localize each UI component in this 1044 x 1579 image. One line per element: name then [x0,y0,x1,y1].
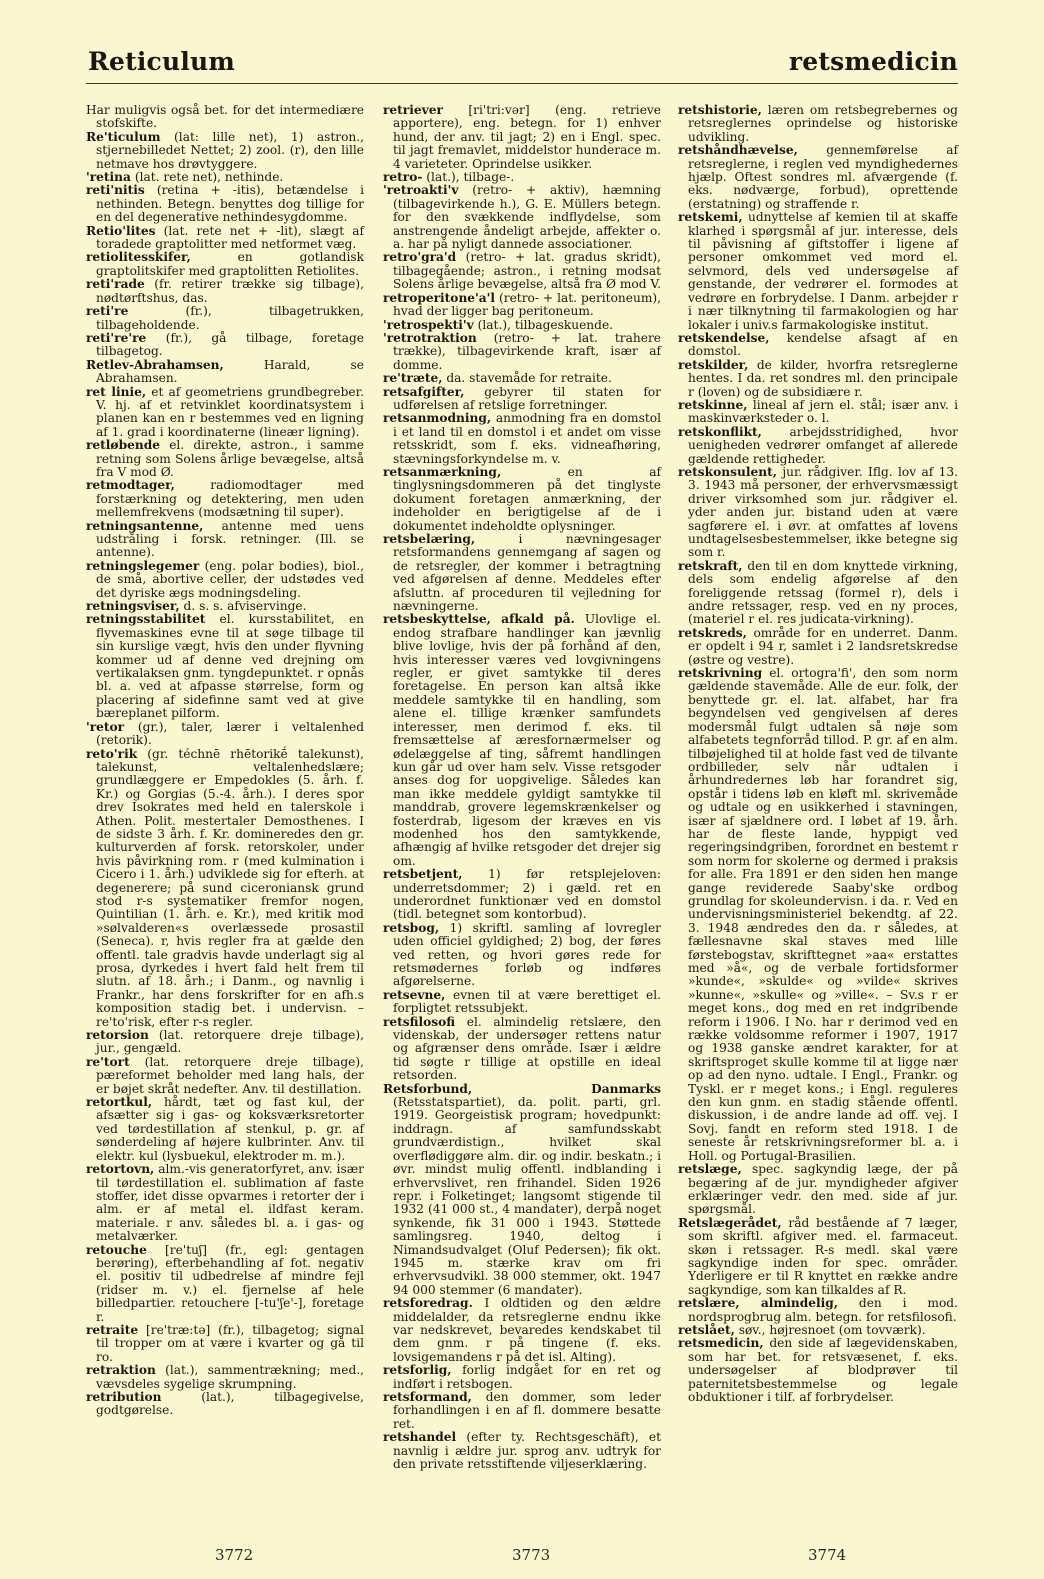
entry-definition: i nævningesager retsformandens gennemgang af sagen og de retsregler, der kommer i betragtning ved afgørelsen af denne. Meddeles efter afsluttn. af proceduren til vejledning for nævningerne. [393,532,662,614]
dictionary-entry [678,1297,958,1324]
entry-headword: reti're're [86,330,147,345]
dictionary-entry [86,1364,364,1391]
dictionary-entry [383,251,661,291]
dictionary-entry [678,667,958,1163]
dictionary-entry [86,1244,364,1324]
dictionary-entry [678,1163,958,1217]
entry-definition: (lat. retorquere dreje tilbage), jur., gengæld. [96,1028,364,1056]
entry-definition: den dommer, som leder forhandlingen i en af fl. dommere besatte ret. [393,1390,661,1431]
entry-headword: retsbeskyttelse, afkald på. [383,612,575,627]
entry-headword: retsevne, [383,987,446,1002]
entry-definition: (eng. polar bodies), biol., de små, abortive celler, der udstødes ved det dyriske ægs modningsdeling. [96,558,364,600]
entry-definition: da. stavemåde for retraite. [446,371,612,386]
entry-definition: gebyrer til staten for udførelsen af retslige forretninger. [393,384,661,412]
dictionary-entry [383,171,661,184]
dictionary-entry [383,104,661,171]
entry-definition: (lat.), sammentrækning; med., vævsdeles sygelige skrumpning. [96,1363,365,1391]
entry-definition: (lat: lille net), 1) astron., stjernebilledet Nettet; 2) zool. (r), den lille netmave hos drøvtyggere. [96,129,365,171]
entry-headword: 'retroakti'v [383,183,459,198]
entry-headword: reto'rik [86,746,138,761]
entry-definition: råd bestående af 7 læger, som skriftl. afgiver med. el. farmaceut. skøn i retssager. R-s medl. skal være sagkyndige inden for spec. områder. Yderligere er til R knyttet en række andre sagkyndige, som kan tilkaldes af R. [688,1215,958,1297]
column-3 [678,104,958,1404]
dictionary-entry [86,171,364,184]
entry-definition: den i mod. nordsprogbrug alm. betegn. for retsfilosofi. [688,1296,958,1324]
entry-headword: Retsforbund, Danmarks [383,1081,661,1096]
dictionary-entry [383,533,661,613]
entry-headword: retskilder, [678,357,749,372]
entry-definition: (gr. téchnē rhētorikḗ talekunst), talekunst, veltalenhedslære; grundlæggere er Empedokles (5. årh. f. Kr.) og Gorgias (5.-4. årh.). I deres spor drev Isokrates med held en talerskole i Athen. Polit. mestertaler Demosthenes. I de sidste 3 årh. f. Kr. domineredes den gr. kulturverden af forsk. retorskoler, under hvis påvirkning rom. r (med kulmination i Cicero i 1. årh.) udviklede sig for efterh. at degenerere; på sund ciceroniansk grund stod r-s systematiker fremfor nogen, Quintilian (1. årh. e. Kr.), med kritik mod »sølvalderen«s overlæssede prosastil (Seneca). r, hvis regler fra at gælde den offentl. tale gradvis havde underlagt sig al prosa, dyrkedes i hvert fald helt frem til slutn. af 18. årh.; i Danm., og navnlig i Frankr., har dens forskrifter for en afh.s komposition stadig bet. i undervisn. – re'to'risk, efter r-s regler. [96,746,365,1029]
dictionary-entry [86,1163,364,1243]
entry-headword: retningslegemer [86,558,200,573]
entry-headword: retiolitesskifer, [86,250,191,265]
dictionary-entry [86,1056,364,1096]
page-number-right: 3774 [808,1546,847,1564]
entry-headword: retorsion [86,1028,149,1043]
dictionary-entry [86,104,364,131]
entry-headword: retsformand, [383,1390,472,1404]
dictionary-entry [86,1324,364,1364]
entry-definition: (retro- + lat. peritoneum), hvad der ligger bag peritoneum. [393,290,662,319]
dictionary-entry [86,1029,364,1056]
entry-headword: Retlev-Abrahamsen, [86,357,224,372]
entry-headword: retslået, [678,1322,735,1337]
dictionary-entry [86,131,364,171]
entry-definition: 1) skriftl. samling af lovregler uden officiel gyldighed; 2) bog, der føres ved retten, og hvori gøres rede for retsmødernes forløb og indføres afgørelserne. [393,920,661,989]
entry-headword: Re'ticulum [86,129,161,144]
dictionary-entry [678,211,958,332]
dictionary-entry [86,251,364,278]
dictionary-entry [86,359,364,386]
dictionary-entry [383,319,661,332]
dictionary-entry [86,332,364,359]
entry-definition: 1) før retsplejeloven: underretsdommer; 2) i gæld. ret en underordnet funktionær ved en domstol (tidl. betegnet som kontorbud). [393,867,661,922]
entry-definition: Ulovlige el. endog strafbare handlinger kan jævnlig blive lovlige, hvis der på forhånd af den, hvis interesser væres ved lovgivningens regler, er givet samtykke til deres foretagelse. En person kan altså ikke meddele samtykke til en handling, som alene el. tillige krænker samfundets interesser, men derimod f. eks. til fremsættelse af æresfornærmelser og ødelæggelse af ting, såfremt handlingen kun går ud over ham selv. Visse retsgoder anses dog for uopgivelige. Således kan man ikke meddele gyldigt samtykke til manddrab, grovere legemskrænkelser og fosterdrab, ligesom der kræves en vis modenhed hos den samtykkende, afhængig af hvilke retsgoder det drejer sig om. [393,612,661,868]
dictionary-entry [86,600,364,613]
entry-definition: anmodning fra en domstol i et land til en domstol i et andet om visse retsskridt, som f. eks. vidneafhøring, stævningsforkyndelse m. v. [393,411,661,466]
entry-headword: retningsantenne, [86,518,204,533]
dictionary-entry [383,412,661,466]
dictionary-entry [383,1431,661,1471]
entry-definition: gennemførelse af retsreglerne, i reglen ved myndighedernes hjælp. Oftest sondres ml. afværgende (f. eks. nødværge, forbud), oprettende (erstatning) og straffende r. [688,143,958,211]
entry-headword: re'tort [86,1054,130,1069]
entry-definition: Harald, se Abrahamsen. [96,357,364,386]
dictionary-entry [383,868,661,922]
dictionary-entry [678,332,958,359]
dictionary-entry [86,520,364,560]
entry-definition: (lat. retorquere dreje tilbage), pæreformet beholder med lang hals, der er bøjet skråt nedefter. Anv. til destillation. [96,1054,364,1096]
entry-definition: (retro- + lat. trahere trække), tilbagevirkende kraft, især af domme. [393,330,661,372]
entry-headword: retsanmærkning, [383,464,502,479]
dictionary-entry [86,184,364,224]
page-number-middle: 3773 [512,1546,551,1564]
entry-headword: retslære, almindelig, [678,1296,839,1311]
dictionary-entry [383,922,661,989]
entry-definition: udnyttelse af kemien til at skaffe klarhed i spørgsmål af jur. interesse, dels til påvisning af giftstoffer i ligene af personer omkommet ved mord el. selvmord, dels ved undersøgelse af genstande, der vedrører el. formodes at vedrøre en forbrydelse. I Danm. arbejder r i nær tilknytning til farmakologien og har lokaler i univ.s farmakologiske institut. [688,210,959,332]
entry-headword: retskrivning [678,666,763,681]
column-1 [86,104,364,1418]
entry-headword: retsfilosofi [383,1014,456,1029]
entry-definition: (retro- + lat. gradus skridt), tilbagegående; astron., i retning modsat Solens årlige bevægelse, altså fra Ø mod V. [393,250,662,292]
entry-headword: retraite [86,1322,139,1337]
entry-headword: retraktion [86,1363,156,1378]
dictionary-entry [678,1217,958,1297]
entry-headword: retskraft, [678,558,743,573]
entry-headword: retskonsulent, [678,464,777,479]
dictionary-entry [678,560,958,627]
entry-definition: (fr. retirer trække sig tilbage), nødtørftshus, das. [96,277,365,305]
entry-headword: 'retrotraktion [383,330,477,345]
dictionary-entry [678,1337,958,1404]
entry-headword: retmodtager, [86,478,175,493]
entry-definition: antenne med uens udstråling i forsk. retninger. (Ill. se antenne). [96,518,365,560]
entry-headword: retsforedrag. [383,1296,473,1311]
dictionary-entry [678,426,958,466]
dictionary-entry [678,1324,958,1337]
entry-definition: de kilder, hvorfra retsreglerne hentes. I da. ret sondres ml. den principale r (loven) og de subsidiære r. [688,357,958,399]
entry-definition: en af tinglysningsdommeren på det tinglyste dokument foretagen anmærkning, der indeholder en berigtigelse af de i dokumentet indeholdte oplysninger. [393,464,661,533]
entry-definition: (Retsstatspartiet), da. polit. parti, grl. 1919. Georgeistisk program; hovedpunkt: inddragn. af samfundsskabt grundværdistign., hvilket skal overflødiggøre alm. dir. og indir. beskatn.; i øvr. mindst mulig offentl. indblanding i erhvervslivet, ren frihandel. Siden 1926 repr. i Folketinget; langsomt stigende til 1932 (41 000 st., 4 mandater), derpå noget synkende, fik 31 000 i 1943. Støttede samlingsreg. 1940, deltog i Nimandsudvalget (Oluf Pedersen); fik okt. 1945 m. stærke krav om fri erhvervsudvikl. 38 000 stemmer, okt. 1947 94 000 stemmer (6 mandater). [393,1095,661,1297]
entry-headword: reti'rade [86,277,145,292]
dictionary-entry [86,1391,364,1418]
dictionary-entry [383,1083,661,1298]
entry-headword: retsbelæring, [383,532,476,546]
dictionary-entry [383,184,661,251]
entry-definition: (lat.), tilbageskuende. [477,317,614,332]
entry-headword: reti're [86,304,129,319]
entry-headword: retsforlig, [383,1363,452,1378]
entry-definition: hårdt, tæt og fast kul, der afsætter sig i gas- og koksværksretorter ved tørdestillation af stenkul, p. gr. af sønderdeling af højere kulbrinter. Anv. til elektr. kul (lysbuekul, elektroder m. m.). [96,1095,364,1163]
entry-headword: retshistorie, [678,103,762,117]
entry-definition: (fr.), tilbagetrukken, tilbageholdende. [96,304,364,332]
dictionary-entry [86,386,364,440]
entry-headword: retskemi, [678,210,743,225]
entry-definition: (lat.), tilbagegivelse, godtgørelse. [96,1390,364,1418]
entry-headword: retskinne, [678,397,748,412]
dictionary-entry [383,332,661,372]
dictionary-entry [383,1391,661,1431]
page-number-left: 3772 [215,1546,254,1564]
entry-definition: el. kursstabilitet, en flyvemaskines evne til at søge tilbage til sin kurslige vægt, hvis den under flyvning kommer ud af denne ved drejning om vertikalaksen gnm. tyngdepunktet. r opnås bl. a. ved at afpasse størrelse, form og placering af sidefinne samt ved at give bæreplanet pilform. [96,612,365,721]
entry-headword: retskonflikt, [678,424,762,439]
entry-headword: retro- [383,170,423,185]
dictionary-entry [383,1297,661,1364]
entry-headword: reti'nitis [86,183,145,198]
dictionary-entry [678,466,958,560]
entry-definition: område for en underret. Danm. er opdelt i 94 r, samlet i 2 landsretskredse (østre og vestre). [688,625,959,667]
entry-definition: el. ortogra'fi', den som norm gældende stavemåde. Alle de eur. folk, der benyttede gr. el. lat. alfabet, har fra begyndelsen ved gengivelsen af deres modersmål fulgt udtalen så nøje som alfabetets tegnforråd tillod. P. gr. af en alm. tilbøjelighed til at holde fast ved de tilvante ordbilleder, selv når udtalen i århundredernes løb har forandret sig, opstår i tidens løb en kløft ml. skrivemåde og udtale og en usikkerhed i stavningen, især af sjældnere ord. I løbet af 19. årh. har de fleste lande, hyppigt ved regeringsindgriben, forordnet en bestemt r som norm for skolerne og dermed i praksis for alle. Fra 1891 er den siden hen mange gange reviderede Saaby'ske ordbog grundlag for skoleundervisn. i da. r. Ved en undervisningsministeriel bekendtg. af 22. 3. 1948 ændredes den da. r således, at fællesnavne skal staves med lille førstebogstav, skrifttegnet »aa« erstattes med »å«, og de verbale fortidsformer »kunde«, »skulde« og »vilde« skrives »kunne«, »skulle« og »ville«. – Sv.s r er meget kons., dog med en ret indgribende reform i 1906. I No. har r derimod ved en række voldsomme reformer i 1907, 1917 og 1938 ganske ændret karakter, for at skriftsproget skulle komme til at ligge nær op ad den nyno. udtale. I Engl., Frankr. og Tyskl. er r meget kons.; i Engl. reguleres den kun gnm. en stadig stående offentl. diskussion, i de andre lande ad off. vej. I Sovj. fandt en reform sted 1918. I de seneste år retskrivningsreformer bl. a. i Holl. og Portugal-Brasilien. [688,666,959,1163]
entry-definition: (lat. rete net + -lit), slægt af toradede graptolitter med netformet væg. [96,223,365,252]
dictionary-entry [86,1096,364,1163]
dictionary-entry [678,104,958,144]
dictionary-entry [86,479,364,519]
dictionary-entry [86,721,364,748]
entry-definition: arbejdsstridighed, hvor uenigheden vedrører omfanget af allerede gældende rettigheder. [688,424,958,466]
entry-definition: et af geometriens grundbegreber. V. hj. af et retvinklet koordinatsystem i planen kan en r bestemmes ved en ligning af 1. grad i koordinaterne (lineær ligning). [96,384,364,439]
entry-headword: retsanmodning, [383,411,492,426]
entry-definition: (retina + -itis), betændelse i nethinden. Betegn. benyttes dog tillige for en del degenerative nethindesygdomme. [96,183,365,225]
entry-definition: radiomodtager med forstærkning og detektering, men uden mellemfrekvens (modsætning til super). [96,478,364,520]
entry-definition: forlig indgået for en ret og indført i retsbogen. [393,1363,662,1391]
entry-headword: 'retina [86,170,131,185]
entry-headword: retslæge, [678,1162,742,1177]
dictionary-entry [383,372,661,385]
entry-definition: evnen til at være berettiget el. forpligtet retssubjekt. [393,987,661,1016]
entry-headword: retshandel [383,1430,457,1445]
entry-definition: el. direkte, astron., i samme retning som Solens årlige bevægelse, altså fra V mod Ø. [96,438,364,479]
entry-definition: (efter ty. Rechtsgeschäft), et navnlig i ældre jur. sprog anv. udtryk for den private retsstiftende viljeserklæring. [393,1430,662,1472]
entry-headword: retro'gra'd [383,250,457,265]
entry-headword: retningsstabilitet [86,612,206,627]
entry-headword: 'retrospekti'v [383,317,474,332]
entry-definition: den side af lægevidenskaben, som har bet. for retsvæsenet, f. eks. undersøgelser af blodprøver til paternitetsbestemmelse og legale obduktioner i tilf. af forbrydelser. [688,1336,959,1404]
entry-definition: søv., højresnoet (om tovværk). [738,1322,926,1337]
entry-definition: (retro- + aktiv), hæmning (tilbagevirkende h.), G. E. Müllers betegn. for den svækkende indflydelse, som anstrengende åndeligt arbejde, affekter o. a. har på nyligt dannede associationer. [393,183,662,252]
entry-definition: en gotlandisk graptolitskifer med graptolitten Retiolites. [96,250,365,278]
left-running-headword: Reticulum [88,47,236,76]
entry-definition: lineal af jern el. stål; især anv. i maskinværksteder o. l. [688,397,959,426]
entry-headword: re'træte, [383,371,443,386]
entry-headword: retløbende [86,438,160,453]
entry-definition: [ri'tri:vər] (eng. retrieve apportere), eng. betegn. for 1) enhver hund, der anv. til jagt; 2) en i Engl. spec. til jagt fremavlet, middelstor hunderace m. 4 varieteter. Oprindelse usikker. [393,103,662,171]
entry-definition: kendelse afsagt af en domstol. [688,330,958,359]
entry-definition: el. almindelig retslære, den videnskab, der undersøger rettens natur og afgrænser dens område. Især i ældre tid søgte r tillige at opstille en ideal retsorden. [393,1014,661,1083]
entry-headword: retortkul, [86,1095,153,1110]
entry-definition: [re'tuʃ] (fr., egl: gentagen berøring), efterbehandling af fot. negativ el. positiv til udbedrelse af mindre fejl (ridser m. v.) el. fjernelse af hele billedpartier. retouchere [-tu'ʃe'-], foretage r. [96,1242,365,1324]
entry-headword: retroperitone'a'l [383,290,496,305]
dictionary-entry [86,439,364,479]
entry-headword: Retio'lites [86,223,156,238]
dictionary-entry [383,613,661,868]
entry-definition: Har muligvis også bet. for det intermediære stofskifte. [86,103,364,131]
entry-headword: retortovn, [86,1162,155,1177]
entry-headword: Retslægerådet, [678,1215,782,1230]
entry-headword: ret linie, [86,384,147,399]
entry-definition: (gr.), taler, lærer i veltalenhed (retorik). [96,719,365,748]
entry-headword: retouche [86,1242,147,1257]
entry-definition: (lat.), tilbage-. [426,170,515,185]
entry-headword: retsafgifter, [383,384,465,399]
entry-headword: retriever [383,103,443,117]
dictionary-entry [383,1016,661,1083]
entry-definition: den til en dom knyttede virkning, dels som endelig afgørelse af den foreliggende retssag (formel r), dels i andre retssager, resp. ved en ny proces, (materiel r el. res judicata-virkning). [688,558,959,627]
entry-headword: retskendelse, [678,330,770,345]
entry-definition: (fr.), gå tilbage, foretage tilbagetog. [96,330,364,359]
entry-headword: retshåndhævelse, [678,143,798,158]
dictionary-entry [86,560,364,600]
entry-headword: retsmedicin, [678,1336,764,1351]
dictionary-entry [678,359,958,399]
entry-headword: retskreds, [678,625,747,640]
dictionary-entry [86,278,364,305]
dictionary-entry [678,399,958,426]
right-running-headword: retsmedicin [788,47,958,76]
entry-definition: (lat. rete net), nethinde. [134,170,284,185]
entry-headword: retsbog, [383,920,440,935]
dictionary-entry [86,613,364,720]
dictionary-entry [678,144,958,211]
dictionary-entry [86,748,364,1030]
entry-definition: alm.-vis generatorfyret, anv. især til tørdestillation el. sublimation af faste stoffer, idet disse opvarmes i retorter der i alm. er af metal el. ildfast keram. materiale. r anv. således bl. a. i gas- og metalværker. [96,1162,365,1244]
dictionary-entry [383,386,661,413]
column-2 [383,104,661,1471]
entry-definition: I oldtiden og den ældre middelalder, da retsreglerne endnu ikke var nedskrevet, bevaredes kendskabet til dem gnm. r på tingene (f. eks. lovsigemandens r på det isl. Alting). [393,1296,662,1364]
dictionary-entry [383,466,661,533]
dictionary-entry [678,627,958,667]
dictionary-entry [383,1364,661,1391]
entry-headword: 'retor [86,719,125,734]
header-rule [86,83,958,84]
entry-definition: d. s. s. afviservinge. [183,599,307,614]
entry-headword: retribution [86,1390,162,1404]
dictionary-entry [86,225,364,252]
entry-headword: retsbetjent, [383,867,463,882]
entry-definition: [re'træ:tə] (fr.), tilbagetog; signal til tropper om at være i kvarter og gå til ro. [96,1322,364,1364]
dictionary-entry [86,305,364,332]
dictionary-entry [383,989,661,1016]
entry-headword: retningsviser, [86,599,180,614]
dictionary-entry [383,292,661,319]
entry-definition: spec. sagkyndig læge, der på begæring af de jur. myndigheder afgiver erklæringer vedr. den med. side af jur. spørgsmål. [688,1162,958,1217]
entry-definition: læren om retsbegrebernes og retsreglernes oprindelse og historiske udvikling. [688,103,958,144]
entry-definition: jur. rådgiver. Iflg. lov af 13. 3. 1943 må personer, der erhvervsmæssigt driver virksomhed som jur. rådgiver el. yder anden jur. bistand uden at være sagførere el. i øvr. at omfattes af lovens undtagelsesbestemmelser, ikke betegne sig som r. [688,464,959,560]
